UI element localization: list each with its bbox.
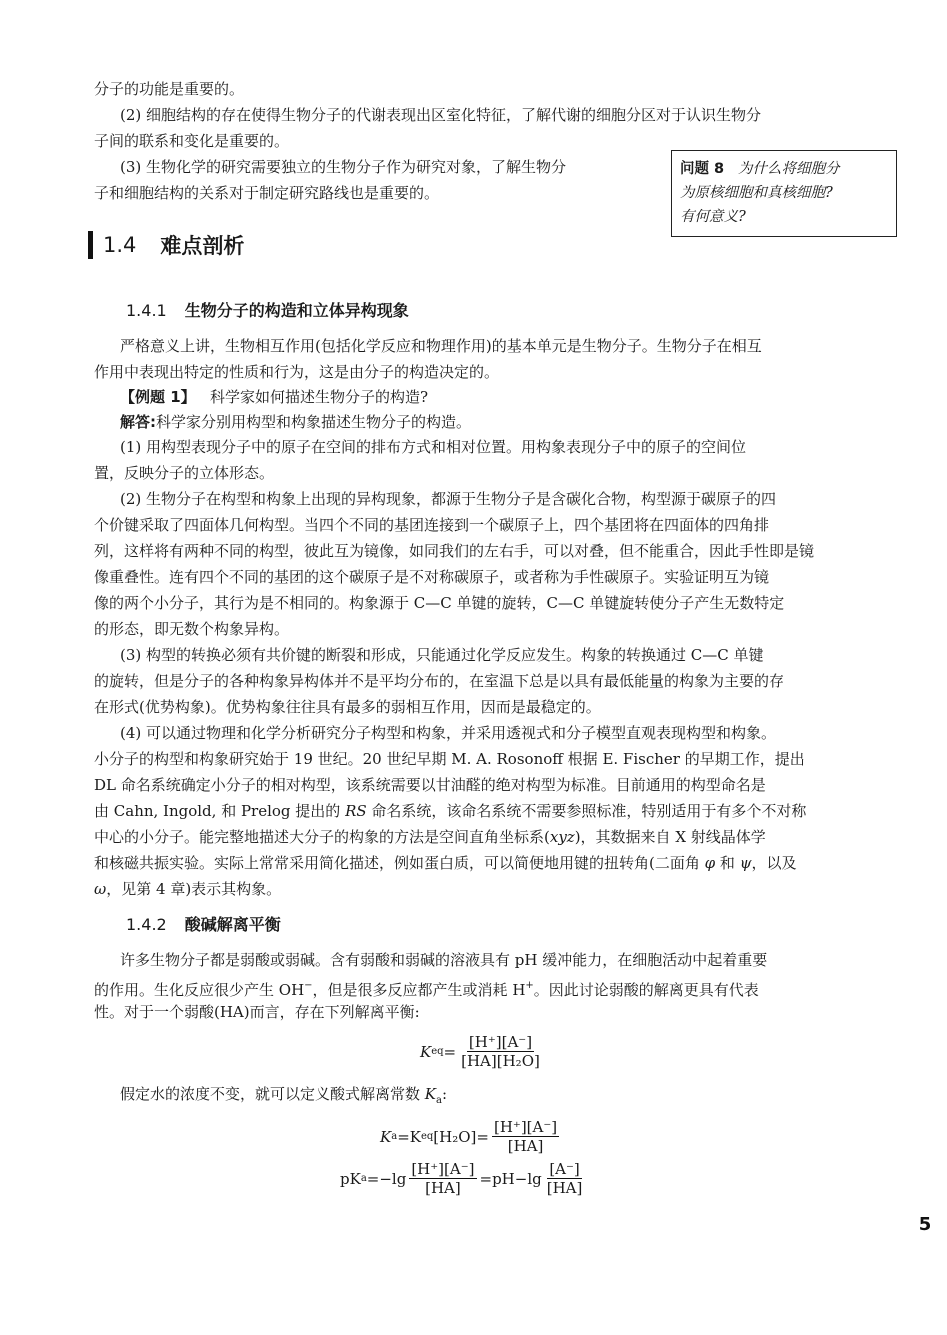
a4-line-4 xyxy=(94,801,806,821)
eq3-lhs: pK xyxy=(340,1169,361,1188)
p1-line-2: 作用中表现出特定的性质和行为，这是由分子的构造决定的。 xyxy=(94,363,500,381)
p2-line-2c: 。因此讨论弱酸的解离更具有代表 xyxy=(533,981,759,999)
intro-line-3: 子间的联系和变化是重要的。 xyxy=(94,132,290,150)
p2-line-2 xyxy=(94,976,759,1000)
eq1-lhs-sub: eq xyxy=(431,1046,444,1057)
intro-line-4: (3) 生物化学的研究需要独立的生物分子作为研究对象，了解生物分 xyxy=(120,158,567,176)
question-line-1: 为什么将细胞分 xyxy=(737,161,840,177)
a1-line-2: 置，反映分子的立体形态。 xyxy=(94,464,275,482)
subsection-title-2: 酸碱解离平衡 xyxy=(184,915,281,934)
eq3-fraction-1 xyxy=(409,1160,476,1197)
a4-line-4a: 由 Cahn, Ingold, 和 Prelog 提出的 xyxy=(94,802,346,820)
section-title: 难点剖析 xyxy=(160,234,245,258)
a4-line-7b: ，见第 4 章)表示其构象。 xyxy=(106,880,282,898)
a4-line-5b: )，其数据来自 X 射线晶体学 xyxy=(574,828,766,846)
p2-line-2a: 的作用。生化反应很少产生 OH xyxy=(94,981,305,999)
eq3-denominator-1: [HA] xyxy=(425,1179,461,1197)
a4-line-5a: 中心的小分子。能完整地描述大分子的构象的方法是空间直角坐标系( xyxy=(94,828,550,846)
question-line-2: 为原核细胞和真核细胞? xyxy=(680,185,833,201)
eq2-mid-sub: eq xyxy=(420,1131,434,1142)
p3-a: 假定水的浓度不变，就可以定义酸式解离常数 xyxy=(120,1085,425,1103)
a4-line-2: 小分子的构型和构象研究始于 19 世纪。20 世纪早期 M. A. Rosonoff 根据 E. Fischer 的早期工作，提出 xyxy=(94,750,805,768)
a2-line-6: 的形态，即无数个构象异构。 xyxy=(94,620,290,638)
eq3-numerator-1: [H⁺][A⁻] xyxy=(411,1160,475,1178)
a2-line-4: 像重叠性。连有四个不同的基团的这个碳原子是不对称碳原子，或者称为手性碳原子。实验证明互为镜 xyxy=(94,568,770,586)
p2-line-1: 许多生物分子都是弱酸或弱碱。含有弱酸和弱碱的溶液具有 pH 缓冲能力，在细胞活动中起着重要 xyxy=(120,951,768,969)
h-charge: + xyxy=(525,980,534,991)
a3-line-2: 的旋转，但是分子的各种构象异构体并不是平均分布的，在室温下总是以具有最低能量的构象为主要的存 xyxy=(94,672,785,690)
eq2-numerator: [H⁺][A⁻] xyxy=(493,1118,558,1136)
omega-symbol: ω xyxy=(94,880,107,898)
eq1-lhs: K xyxy=(420,1042,432,1061)
a4-line-1: (4) 可以通过物理和化学分析研究分子构型和构象，并采用透视式和分子模型直观表现构型和构象。 xyxy=(120,724,777,742)
a2-line-5: 像的两个小分子，其行为是不相同的。构象源于 C—C 单键的旋转，C—C 单键旋转使分子产生无数特定 xyxy=(94,594,785,612)
question-label: 问题 8 xyxy=(680,161,725,177)
intro-line-5: 子和细胞结构的关系对于制定研究路线也是重要的。 xyxy=(94,184,440,202)
a4-line-3: DL 命名系统确定小分子的相对构型，该系统需要以甘油醛的绝对构型为标准。目前通用的构型命名是 xyxy=(94,776,766,794)
subsection-heading-2 xyxy=(126,912,281,935)
section-number: 1.4 xyxy=(103,233,137,257)
a2-line-3: 列，这样将有两种不同的构型，彼此互为镜像，如同我们的左右手，可以对叠，但不能重合，因此手性即是镜 xyxy=(94,542,815,560)
subsection-number-1: 1.4.1 xyxy=(126,301,167,320)
subsection-heading-1 xyxy=(126,298,409,321)
equation-ka xyxy=(380,1118,562,1155)
eq3-lhs-sub: a xyxy=(360,1173,367,1184)
eq2-lhs-sub: a xyxy=(391,1131,398,1142)
eq2-mid2: [H₂O]= xyxy=(433,1127,489,1146)
section-heading xyxy=(88,230,244,260)
eq2-denominator: [HA] xyxy=(507,1137,544,1155)
eq3-mid2: =pH−lg xyxy=(479,1169,542,1188)
subsection-title-1: 生物分子的构造和立体异构现象 xyxy=(184,301,409,320)
p3-k-sub: a xyxy=(436,1095,442,1106)
psi-symbol: ψ xyxy=(739,854,752,872)
section-bar xyxy=(88,231,93,259)
intro-line-1: 分子的功能是重要的。 xyxy=(94,80,245,98)
intro-line-2: (2) 细胞结构的存在使得生物分子的代谢表现出区室化特征，了解代谢的细胞分区对于认识生物分 xyxy=(120,106,762,124)
xyz-term: xyz xyxy=(549,828,575,846)
p1-line-1: 严格意义上讲，生物相互作用(包括化学反应和物理作用)的基本单元是生物分子。生物分子在相互 xyxy=(120,337,762,355)
equation-pka xyxy=(340,1160,587,1197)
eq2-lhs: K xyxy=(380,1127,392,1146)
question-box xyxy=(671,150,897,237)
eq1-denominator: [HA][H₂O] xyxy=(461,1052,540,1070)
oh-charge: − xyxy=(304,980,313,991)
a4-line-5 xyxy=(94,827,766,847)
question-line-3: 有何意义? xyxy=(680,209,746,225)
answer-text: 科学家分别用构型和构象描述生物分子的构造。 xyxy=(156,413,472,431)
a4-line-6a: 和核磁共振实验。实际上常常采用简化描述，例如蛋白质，可以简便地用键的扭转角(二面角 xyxy=(94,854,705,872)
example-1 xyxy=(120,387,428,407)
a3-line-3: 在形式(优势构象)。优势构象往往具有最多的弱相互作用，因而是最稳定的。 xyxy=(94,698,601,716)
eq3-denominator-2: [HA] xyxy=(546,1179,583,1197)
page-number: 5 xyxy=(918,1213,932,1235)
p3-line xyxy=(120,1084,447,1111)
phi-symbol: φ xyxy=(704,854,716,872)
rs-term: RS xyxy=(345,802,367,820)
a4-line-6b: ，以及 xyxy=(751,854,797,872)
p3-b: : xyxy=(441,1085,448,1103)
a4-line-7 xyxy=(94,879,281,899)
eq1-equals: = xyxy=(443,1042,457,1061)
eq1-fraction xyxy=(459,1033,542,1070)
example-text: 科学家如何描述生物分子的构造? xyxy=(209,388,429,406)
p2-line-3: 性。对于一个弱酸(HA)而言，存在下列解离平衡: xyxy=(94,1003,420,1021)
eq3-mid: =−lg xyxy=(366,1169,407,1188)
a2-line-2: 个价键采取了四面体几何构型。当四个不同的基团连接到一个碳原子上，四个基团将在四面体的四角排 xyxy=(94,516,770,534)
a3-line-1: (3) 构型的转换必须有共价键的断裂和形成，只能通过化学反应发生。构象的转换通过 C—C 单键 xyxy=(120,646,764,664)
answer xyxy=(120,412,471,432)
eq3-fraction-2 xyxy=(545,1160,585,1197)
answer-label: 解答: xyxy=(120,413,156,431)
p2-line-2b: ，但是很多反应都产生或消耗 H xyxy=(312,981,526,999)
example-label: 【例题 1】 xyxy=(120,388,196,406)
a4-line-6 xyxy=(94,853,796,873)
p3-k: K xyxy=(424,1085,436,1103)
subsection-number-2: 1.4.2 xyxy=(126,915,167,934)
eq1-numerator: [H⁺][A⁻] xyxy=(468,1033,533,1051)
eq2-fraction xyxy=(492,1118,559,1155)
a4-line-6and: 和 xyxy=(715,854,740,872)
eq2-mid: =K xyxy=(397,1127,421,1146)
a4-line-4b: 命名系统，该命名系统不需要参照标准，特别适用于有多个不对称 xyxy=(366,802,807,820)
eq3-numerator-2: [A⁻] xyxy=(549,1160,580,1178)
a2-line-1: (2) 生物分子在构型和构象上出现的异构现象，都源于生物分子是含碳化合物，构型源于碳原子的四 xyxy=(120,490,777,508)
a1-line-1: (1) 用构型表现分子中的原子在空间的排布方式和相对位置。用构象表现分子中的原子的空间位 xyxy=(120,438,747,456)
equation-keq xyxy=(420,1033,545,1070)
